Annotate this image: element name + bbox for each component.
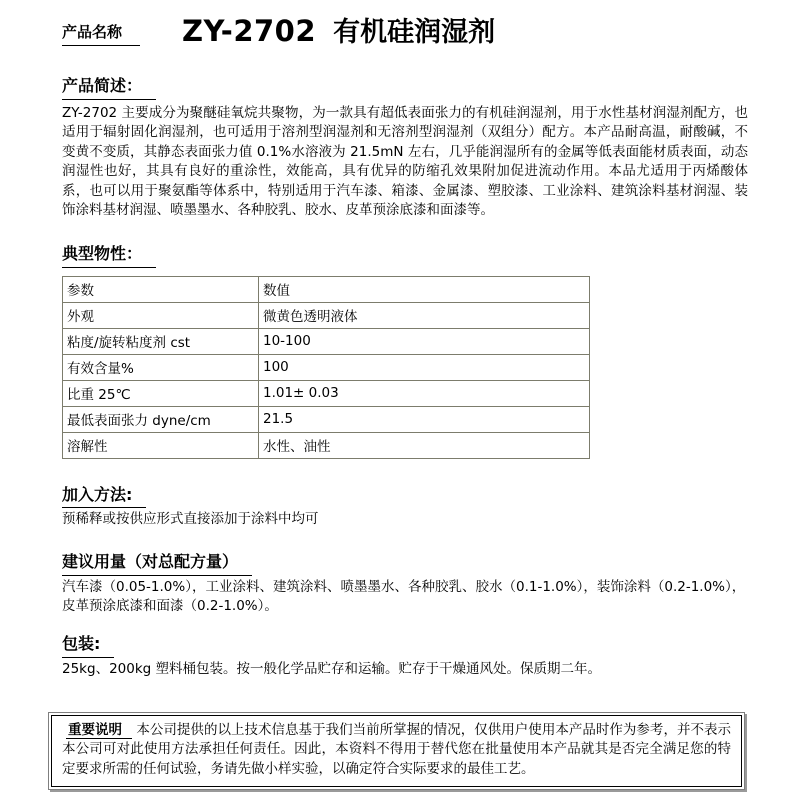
table-row — [63, 354, 590, 380]
addition-body: 预稀释或按供应形式直接添加于涂料中均可 — [62, 511, 319, 528]
product-code: ZY-2702 — [182, 14, 317, 48]
table-header-parameter: 参数 — [63, 276, 259, 302]
spacer — [62, 529, 748, 552]
dosage-body: 汽车漆（0.05-1.0%），工业涂料、建筑涂料、喷墨墨水、各种胶乳、胶水（0.1-1.0%），装饰涂料（0.2-1.0%），皮革预涂底漆和面漆（0.2-1.0%）。 — [62, 579, 746, 615]
section-heading-packaging: 包装: — [62, 634, 114, 658]
section-heading-dosage: 建议用量（对总配方量） — [62, 552, 252, 576]
section-heading-description: 产品简述： — [62, 76, 156, 100]
table-cell-value: 微黄色透明液体 — [259, 302, 590, 328]
spacer — [62, 679, 748, 712]
table-row — [63, 380, 590, 406]
table-cell-value: 100 — [259, 354, 590, 380]
table-cell-parameter: 外观 — [63, 302, 259, 328]
section-heading-properties: 典型物性： — [62, 244, 156, 268]
important-note-content — [51, 715, 742, 788]
table-cell-parameter: 粘度/旋转粘度剂 cst — [63, 328, 259, 354]
properties-table — [62, 276, 590, 459]
important-note-label: 重要说明 — [66, 722, 132, 739]
section-heading-addition: 加入方法: — [62, 485, 146, 509]
table-cell-parameter: 有效含量% — [63, 354, 259, 380]
table-cell-value: 1.01± 0.03 — [259, 380, 590, 406]
spacer — [62, 221, 748, 244]
table-row — [63, 302, 590, 328]
packaging-body: 25kg、200kg 塑料桶包装。按一般化学品贮存和运输。贮存于干燥通风处。保质期二年。 — [62, 660, 602, 677]
table-cell-value: 10-100 — [259, 328, 590, 354]
table-header-value: 数值 — [259, 276, 590, 302]
table-cell-value: 21.5 — [259, 406, 590, 432]
table-row — [63, 432, 590, 458]
table-row — [63, 406, 590, 432]
important-note-box — [48, 712, 745, 791]
product-cn-name: 有机硅润湿剂 — [333, 17, 496, 48]
table-header-row — [63, 276, 590, 302]
product-name-label: 产品名称 — [62, 21, 140, 46]
table-cell-parameter: 最低表面张力 dyne/cm — [63, 406, 259, 432]
spacer — [62, 459, 748, 485]
document-header — [62, 14, 748, 46]
description-body: ZY-2702 主要成分为聚醚硅氧烷共聚物，为一款具有超低表面张力的有机硅润湿剂，用于水性基材润湿剂配方，也适用于辐射固化润湿剂，也可适用于溶剂型润湿剂和无溶剂型润湿剂（双组分）配方。本产品耐高温，耐酸碱，不变黄不变质，其静态表面张力值 0.1%水溶液为 21.5mN 左右，几乎能润湿所有的金属等低表面能材质表面，动态润湿性也好，其具有良好的重涂性，效能高，具有优异的防缩孔效果附加促进流动作用。本品尤适用于丙烯酸体系，也可以用于聚氨酯等体系中，特别适用于汽车漆、箱漆、金属漆、塑胶漆、工业涂料、建筑涂料基材润湿、装饰涂料基材润湿、喷墨墨水、各种胶乳、胶水、皮革预涂底漆和面漆等。 — [62, 104, 748, 219]
table-cell-value: 水性、油性 — [259, 432, 590, 458]
table-cell-parameter: 溶解性 — [63, 432, 259, 458]
page-title — [182, 14, 495, 46]
spacer — [62, 616, 748, 634]
table-cell-parameter: 比重 25℃ — [63, 380, 259, 406]
table-row — [63, 328, 590, 354]
important-note-body: 本公司提供的以上技术信息基于我们当前所掌握的情况，仅供用户使用本产品时作为参考，并不表示本公司可对此使用方法承担任何责任。因此，本资料不得用于替代您在批量使用本产品就其是否完全满足您的特定要求所需的任何试验，务请先做小样实验，以确定符合实际要求的最佳工艺。 — [62, 721, 732, 777]
